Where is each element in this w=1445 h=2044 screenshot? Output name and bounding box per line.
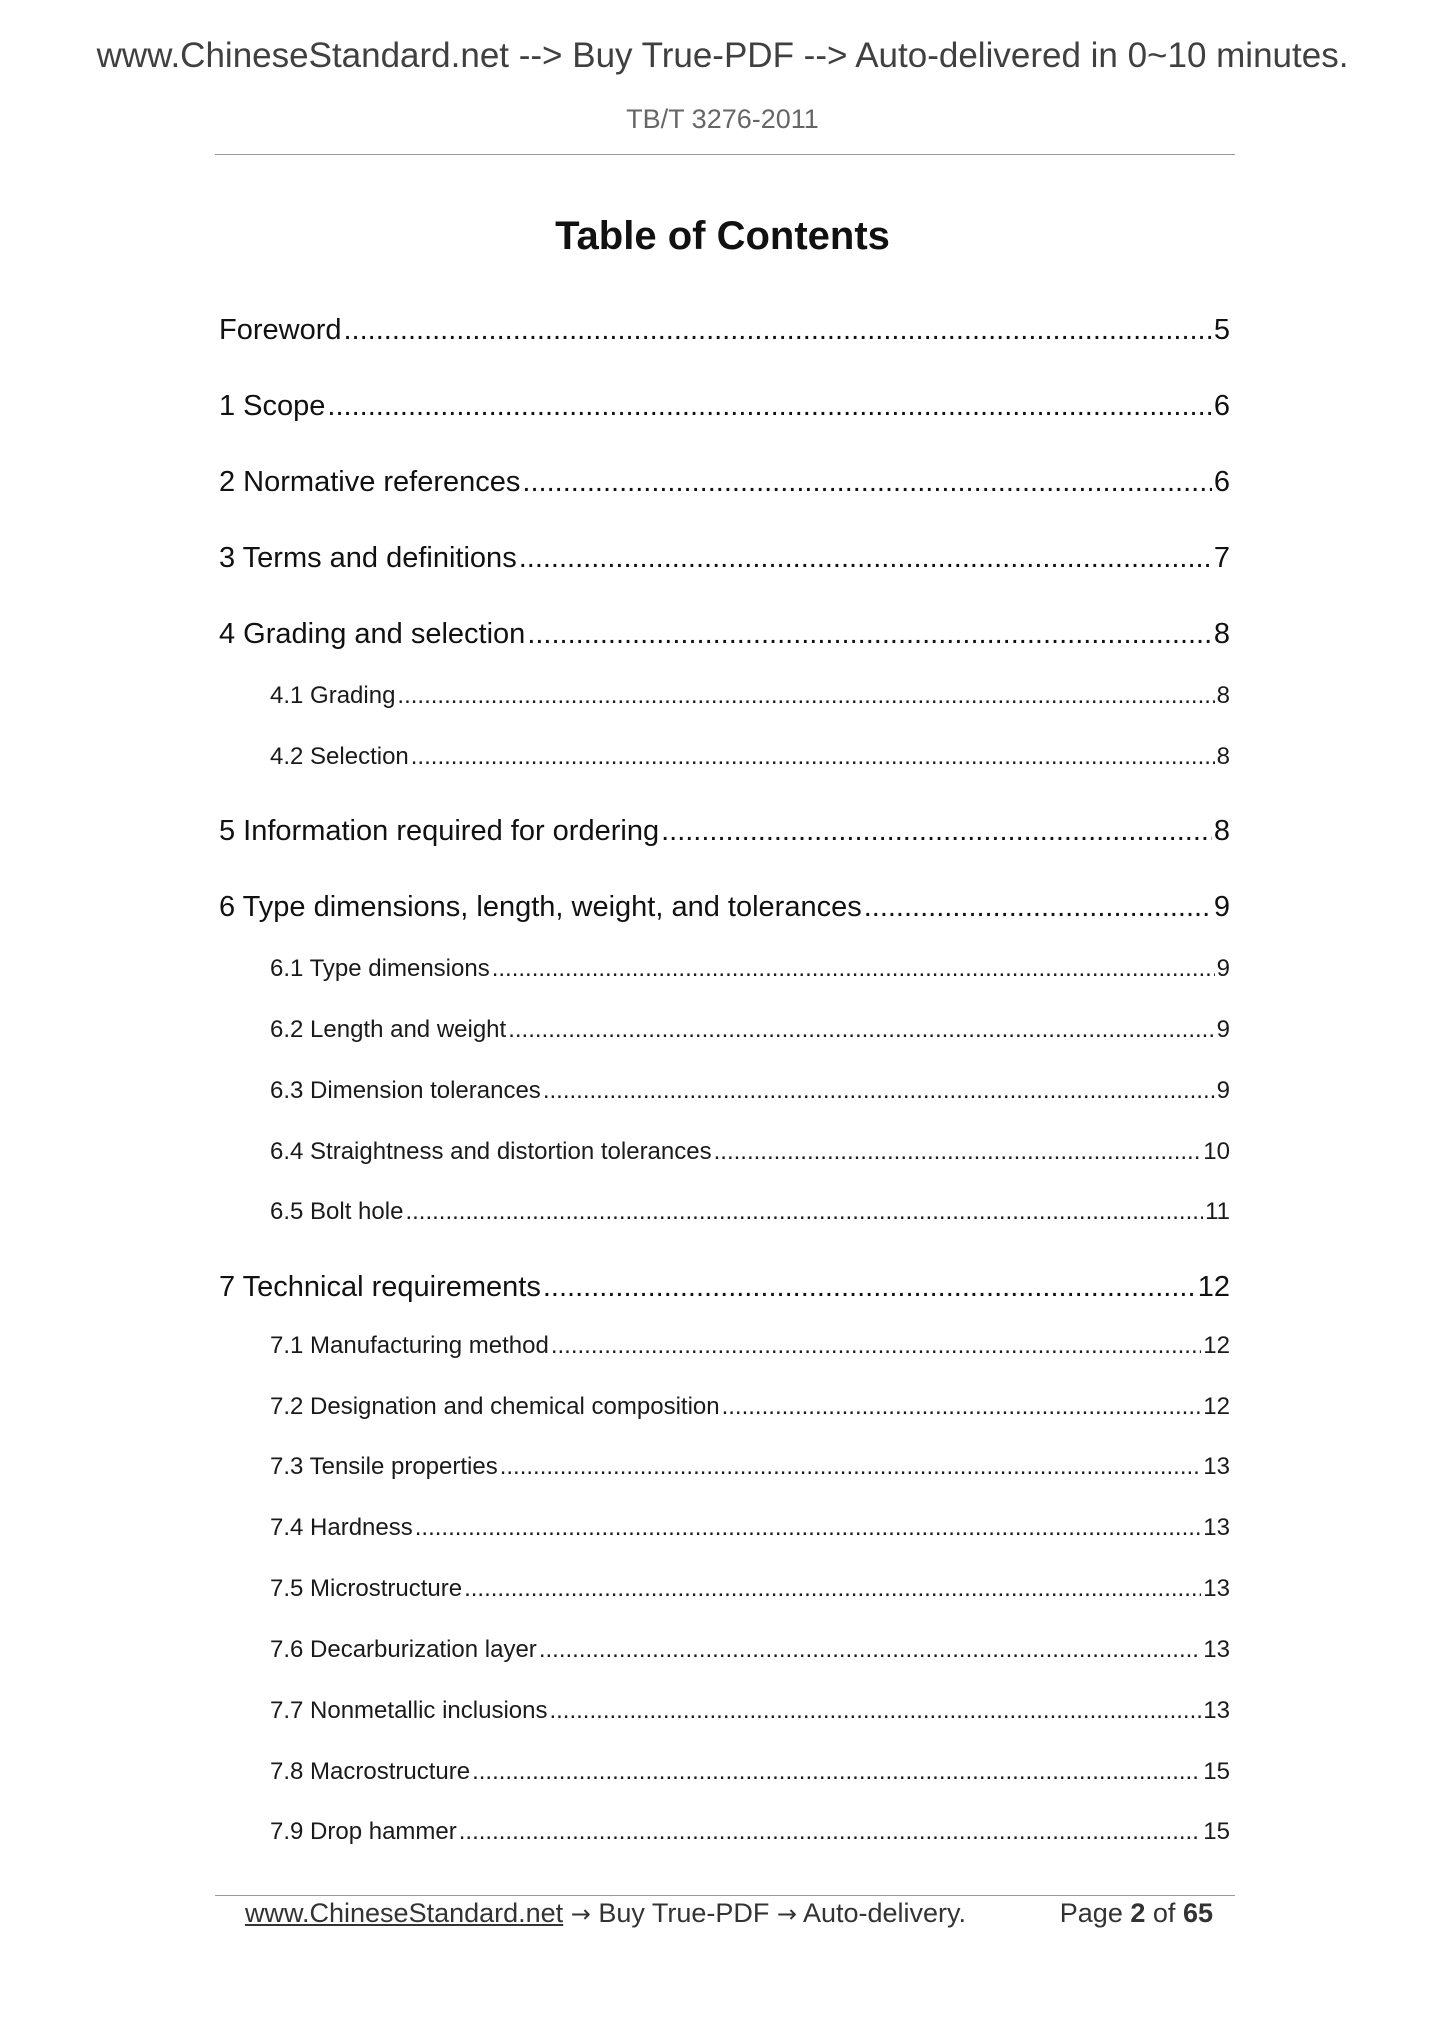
footer-site-link[interactable]: www.ChineseStandard.net — [245, 1898, 564, 1928]
header-divider — [215, 154, 1235, 155]
toc-entry-label: 4.2 Selection — [270, 743, 409, 770]
toc-entry-label: 7.6 Decarburization layer — [270, 1636, 537, 1663]
toc-dot-leader — [543, 1077, 1215, 1105]
toc-dot-leader — [344, 314, 1212, 347]
toc-entry-label: 7 Technical requirements — [219, 1271, 541, 1303]
total-pages: 65 — [1182, 1898, 1213, 1928]
toc-subentry[interactable] — [270, 1016, 1230, 1044]
toc-dot-leader — [508, 1016, 1214, 1044]
toc-dot-leader — [492, 955, 1215, 983]
toc-entry[interactable] — [219, 542, 1230, 575]
page-label: Page — [1059, 1898, 1123, 1928]
of-label: of — [1152, 1898, 1176, 1928]
toc-entry-page: 5 — [1213, 314, 1230, 346]
toc-entry-label: Foreword — [219, 314, 342, 346]
toc-entry-page: 12 — [1203, 1393, 1230, 1420]
toc-subentry[interactable] — [270, 1198, 1230, 1226]
toc-entry-page: 12 — [1197, 1271, 1230, 1303]
toc-subentry[interactable] — [270, 955, 1230, 983]
toc-entry-label: 6 Type dimensions, length, weight, and tolerances — [219, 891, 862, 923]
toc-entry-page: 13 — [1203, 1453, 1230, 1480]
footer-divider — [215, 1895, 1235, 1896]
toc-entry-page: 15 — [1203, 1818, 1230, 1845]
toc-dot-leader — [500, 1453, 1202, 1481]
toc-entry-page: 10 — [1203, 1138, 1230, 1165]
toc-dot-leader — [714, 1138, 1202, 1166]
toc-subentry[interactable] — [270, 1393, 1230, 1421]
toc-entry[interactable] — [219, 891, 1230, 924]
toc-dot-leader — [459, 1818, 1202, 1846]
page-number: 2 — [1130, 1898, 1146, 1928]
toc-dot-leader — [864, 891, 1212, 924]
toc-entry-page: 9 — [1216, 955, 1230, 982]
toc-entry[interactable] — [219, 390, 1230, 423]
toc-entry-page: 8 — [1213, 815, 1230, 847]
right-arrow-icon: → — [570, 1900, 591, 1928]
page-footer — [245, 1898, 1225, 1929]
toc-entry-page: 9 — [1213, 891, 1230, 923]
toc-subentry[interactable] — [270, 1453, 1230, 1481]
toc-entry-page: 6 — [1213, 466, 1230, 498]
toc-entry-page: 12 — [1203, 1332, 1230, 1359]
toc-dot-leader — [464, 1575, 1201, 1603]
toc-subentry[interactable] — [270, 1697, 1230, 1725]
toc-entry[interactable] — [219, 466, 1230, 499]
toc-dot-leader — [405, 1198, 1203, 1226]
toc-dot-leader — [543, 1271, 1196, 1304]
toc-entry-page: 7 — [1213, 542, 1230, 574]
toc-subentry[interactable] — [270, 1077, 1230, 1105]
toc-entry-label: 7.3 Tensile properties — [270, 1453, 498, 1480]
toc-entry-page: 6 — [1213, 390, 1230, 422]
toc-subentry[interactable] — [270, 1332, 1230, 1360]
toc-dot-leader — [519, 542, 1212, 575]
toc-entry-label: 6.2 Length and weight — [270, 1016, 507, 1043]
toc-dot-leader — [522, 466, 1211, 499]
toc-entry-page: 13 — [1203, 1636, 1230, 1663]
top-banner-link[interactable]: www.ChineseStandard.net --> Buy True-PDF --> Auto-delivered in 0~10 minutes. — [96, 36, 1349, 75]
toc-title: Table of Contents — [555, 214, 890, 258]
toc-entry-page: 8 — [1216, 682, 1230, 709]
toc-entry-label: 6.1 Type dimensions — [270, 955, 490, 982]
toc-dot-leader — [539, 1636, 1201, 1664]
toc-entry-label: 6.3 Dimension tolerances — [270, 1077, 541, 1104]
toc-subentry[interactable] — [270, 1818, 1230, 1846]
toc-entry-page: 9 — [1216, 1016, 1230, 1043]
toc-subentry[interactable] — [270, 743, 1230, 771]
page-indicator — [1060, 1898, 1213, 1929]
toc-entry-label: 7.2 Designation and chemical composition — [270, 1393, 720, 1420]
toc-entry-label: 7.5 Microstructure — [270, 1575, 463, 1602]
toc-entry-label: 4.1 Grading — [270, 682, 396, 709]
toc-subentry[interactable] — [270, 1575, 1230, 1603]
toc-entry-label: 6.5 Bolt hole — [270, 1198, 404, 1225]
toc-dot-leader — [415, 1514, 1202, 1542]
toc-entry-label: 3 Terms and definitions — [219, 542, 517, 574]
document-code: TB/T 3276-2011 — [626, 104, 819, 134]
toc-entry-label: 7.7 Nonmetallic inclusions — [270, 1697, 548, 1724]
toc-entry-page: 11 — [1205, 1198, 1230, 1225]
toc-entry-page: 13 — [1203, 1575, 1230, 1602]
toc-entry-page: 9 — [1216, 1077, 1230, 1104]
footer-buy-text: Buy True-PDF — [590, 1898, 777, 1928]
toc-subentry[interactable] — [270, 1636, 1230, 1664]
toc-dot-leader — [397, 682, 1214, 710]
toc-entry[interactable] — [219, 1271, 1230, 1304]
toc-subentry[interactable] — [270, 682, 1230, 710]
right-arrow-icon: → — [776, 1900, 797, 1928]
toc-entry-page: 8 — [1216, 743, 1230, 770]
toc-entry-page: 15 — [1203, 1758, 1230, 1785]
toc-entry[interactable] — [219, 618, 1230, 651]
toc-subentry[interactable] — [270, 1138, 1230, 1166]
toc-dot-leader — [411, 743, 1215, 771]
toc-entry-label: 7.8 Macrostructure — [270, 1758, 471, 1785]
toc-dot-leader — [722, 1393, 1202, 1421]
toc-dot-leader — [661, 815, 1212, 848]
footer-delivery-text: Auto-delivery. — [796, 1898, 967, 1928]
toc-entry-label: 1 Scope — [219, 390, 326, 422]
toc-subentry[interactable] — [270, 1514, 1230, 1542]
toc-entry[interactable] — [219, 815, 1230, 848]
toc-entry-label: 4 Grading and selection — [219, 618, 526, 650]
toc-entry[interactable] — [219, 314, 1230, 347]
toc-entry-label: 7.4 Hardness — [270, 1514, 413, 1541]
toc-entry-label: 7.9 Drop hammer — [270, 1818, 457, 1845]
toc-entry-label: 5 Information required for ordering — [219, 815, 660, 847]
toc-dot-leader — [527, 618, 1212, 651]
toc-entry-page: 8 — [1213, 618, 1230, 650]
toc-entry-label: 2 Normative references — [219, 466, 521, 498]
toc-subentry[interactable] — [270, 1758, 1230, 1786]
toc-dot-leader — [327, 390, 1211, 423]
toc-dot-leader — [551, 1332, 1201, 1360]
toc-entry-label: 7.1 Manufacturing method — [270, 1332, 549, 1359]
toc-entry-page: 13 — [1203, 1697, 1230, 1724]
toc-entry-label: 6.4 Straightness and distortion tolerances — [270, 1138, 712, 1165]
toc-entry-page: 13 — [1203, 1514, 1230, 1541]
toc-dot-leader — [472, 1758, 1201, 1786]
toc-dot-leader — [549, 1697, 1201, 1725]
